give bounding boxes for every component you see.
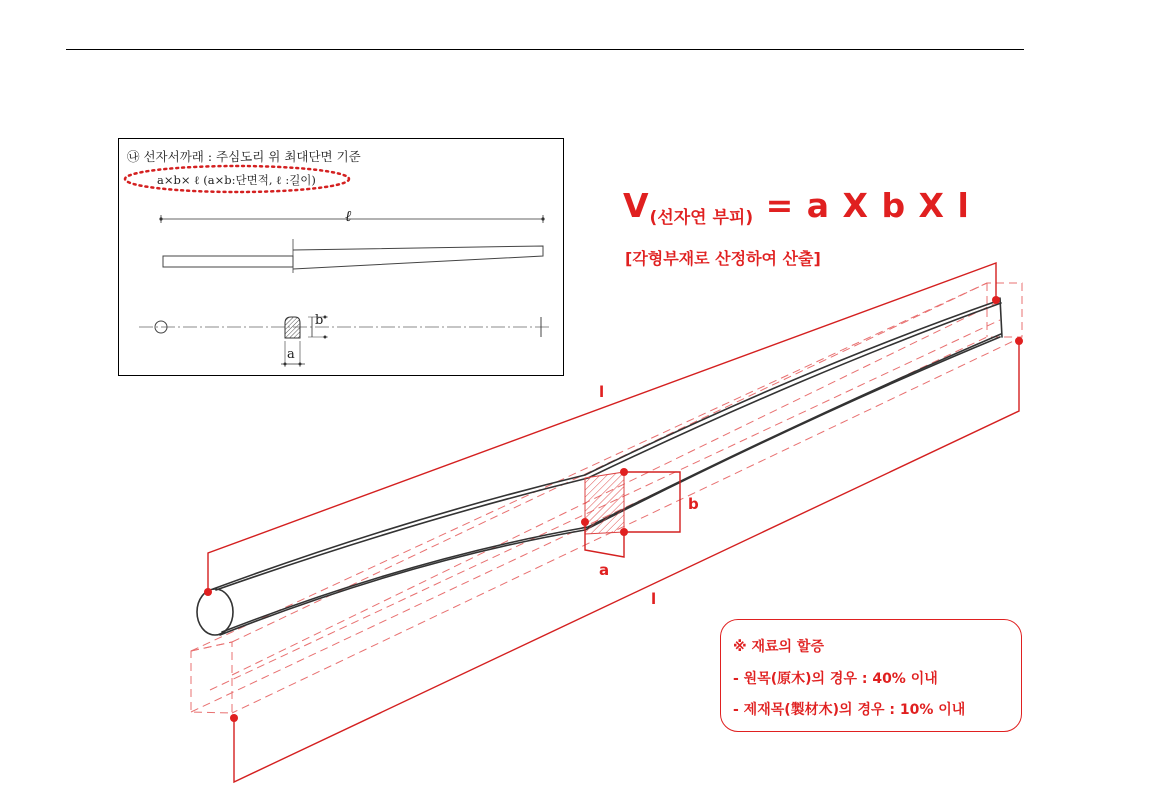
note-item-log: - 원목(原木)의 경우 : 40% 이내 [733,671,938,687]
length-dimension-top [208,263,996,592]
note-title: ※ 재료의 할증 [733,639,824,655]
formula-subscript: (선자연 부피) [649,208,754,228]
inset-heading: ㉯ 선자서까래 : 주심도리 위 최대단면 기준 [127,149,361,164]
length-label-top: l [599,383,605,401]
inset-length-label: ℓ [345,207,352,225]
log-end-circle [197,589,233,635]
b-dimension [624,472,680,532]
inset-b-label: b [315,313,324,328]
height-label-b: b [688,495,699,513]
formula-note: [각형부재로 산정하여 산출] [625,249,821,268]
formula-expression: = a X b X l [753,186,970,225]
material-allowance-note [720,619,1022,732]
rafter-log [197,298,1002,635]
page-title: 제7장 목공사 [72,69,345,120]
width-label-a: a [599,561,610,579]
formula-v: V [623,186,650,225]
note-item-lumber: - 제재목(製材木)의 경우 : 10% 이내 [733,702,966,718]
inset-formula: a×b× ℓ (a×b:단면적, ℓ :길이) [157,173,316,187]
length-label-bottom: l [651,590,657,608]
inset-a-label: a [287,347,295,362]
max-cross-section [585,472,624,534]
